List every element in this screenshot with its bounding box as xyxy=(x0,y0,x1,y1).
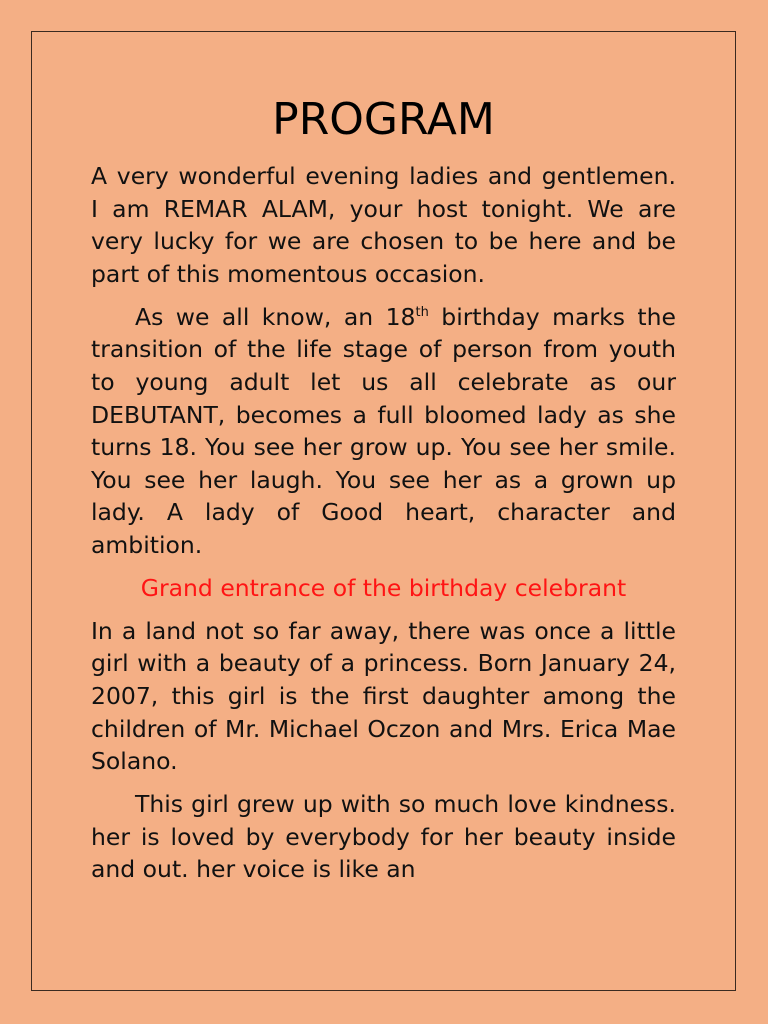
paragraph-story: In a land not so far away, there was once a little girl with a beauty of a princess. Born January 24, 2007, this girl is the first daughter among the children of Mr. Michael Oczon and Mrs. Erica Mae Solano. xyxy=(91,616,676,776)
page-title: PROGRAM xyxy=(272,94,495,145)
paragraph-birthday xyxy=(91,301,676,562)
paragraph-growing-up: This girl grew up with so much love kindness. her is loved by everybody for her beauty inside and out. her voice is like an xyxy=(91,790,676,884)
paragraph-birthday-rest: birthday marks the transition of the life stage of person from youth to young adult let us all celebrate as our DEBUTANT, becomes a full bloomed lady as she turns 18. You see her grow up. You see her smile. You see her laugh. You see her as a grown up lady. A lady of Good heart, character and ambition. xyxy=(91,302,676,560)
grand-entrance-heading: Grand entrance of the birthday celebrant xyxy=(140,574,627,603)
ordinal-superscript: th xyxy=(415,304,429,320)
paragraph-intro: A very wonderful evening ladies and gentlemen. I am REMAR ALAM, your host tonight. We are very lucky for we are chosen to be here and be part of this momentous occasion. xyxy=(91,162,676,288)
document-body xyxy=(91,88,676,896)
paragraph-birthday-start: As we all know, an 18 xyxy=(135,302,416,331)
